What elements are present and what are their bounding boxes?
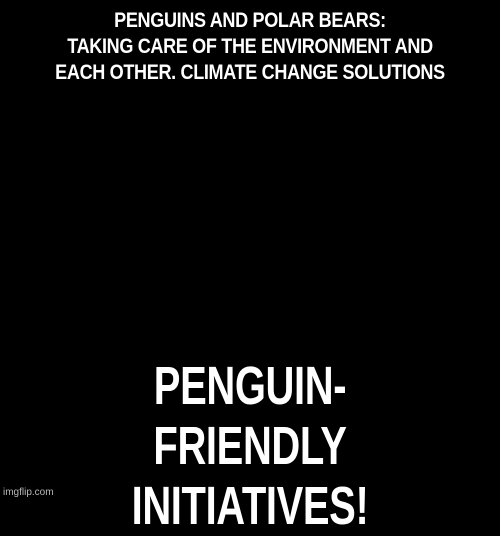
meme-top-caption: PENGUINS AND POLAR BEARS: TAKING CARE OF THE ENVIRONMENT AND EACH OTHER. CLIMATE CHANGE SOLUTIONS: [55, 9, 445, 84]
imgflip-watermark: imgflip.com: [3, 487, 54, 498]
meme-bottom-caption: PENGUIN-FRIENDLY INITIATIVES!: [131, 356, 369, 536]
